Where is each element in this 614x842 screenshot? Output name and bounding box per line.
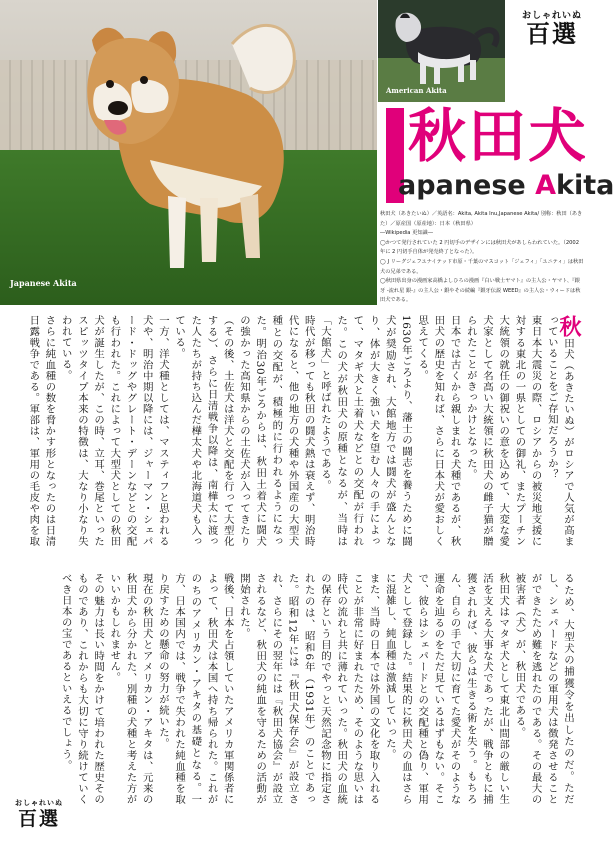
akita-photo	[0, 0, 377, 305]
article-paragraph: 一方、洋犬種としては、マスティフと思われる犬や、明治中期以降には、ジャーマン・シェパード・ドッグやグレート・デーンなどとの交配も行われた。これによって大型犬としての秋田犬が誕生したが、この時、立耳、巻尾といったスピッツタイプ本来の特徴は、大なり小なり失われている。	[59, 315, 169, 547]
logo-big-text: 百選	[526, 20, 578, 48]
page-title-en	[388, 170, 614, 201]
article-paragraph: 戦後、日本を占領していたアメリカ軍関係者によって、秋田犬は本国へ持ち帰られた。これがのちのアメリカン・アキタの基礎となる。一方、日本国内では、戦争で失われた純血種を取り戻すための懸命の努力が続いた。	[156, 573, 234, 805]
page-title-jp: 秋田犬	[408, 102, 589, 170]
logo-small-text: おしゃれいぬ	[521, 11, 582, 21]
inset-caption: American Akita	[386, 86, 447, 95]
logo-small-text: おしゃれいぬ	[15, 799, 63, 807]
article-paragraph: 現在の秋田犬とアメリカン・アキタは、元来の秋田犬から分かれた、別種の犬種と考えた方がいいかもしれません。	[108, 573, 153, 805]
title-en-rest: kita	[556, 170, 614, 201]
brand-logo-bottom	[8, 798, 70, 830]
note-line: 秋田犬（あきたいぬ）／英語名：Akita, Akita Inu,Japanese Akita/ 別称：秋田（あきた）／原産国（原産地）：日本（秋田県）	[380, 211, 583, 227]
brand-logo-top	[516, 8, 588, 47]
title-en-j: J	[388, 170, 399, 201]
article-paragraph: その魅力は長い時間をかけて培われた歴史そのものであり、これからも大切に守り続けていくべき日本の宝であるといえるでしょう。	[59, 573, 105, 805]
akita-dog-illustration	[0, 0, 377, 305]
paragraph-text: 田犬（あきたいぬ）がロシアで人気が高まっていることをご存知だろうか？	[545, 315, 574, 547]
american-akita-photo	[378, 0, 505, 102]
article-paragraph: さらに純血種の数を脅かす形となったのは日清日露戦争である。軍部は、軍用の毛皮や肉を取るため、大型犬の捕獲令を出したのだ。ただし、シェパードなどの軍用犬は徴発させることができたため難を逃れたのである。その最大の被害者（犬）が、秋田犬である。	[27, 315, 574, 805]
note-line: ―Wikipedia 更知識―	[380, 230, 433, 237]
logo-big-text: 百選	[17, 808, 60, 830]
title-en-mid: apanese	[398, 170, 536, 201]
title-en-a: A	[535, 170, 557, 201]
note-line: ◯かつて発行されていた 2 円切手のデザインには秋田犬があしらわれていた。（2002 年に 2 円切手自体が発売終了となった）。	[380, 239, 580, 256]
drop-cap: 秋	[556, 315, 581, 338]
article-paragraph	[544, 315, 581, 547]
breed-notes	[380, 210, 585, 306]
photo-caption: Japanese Akita	[10, 278, 77, 288]
article-paragraph: 時代が移っても秋田の闘犬熱は衰えず、明治時代になると、他の地方の犬種や外国産の大型犬種との交配が、積極的に行われるようになった。明治30年ごろからは、秋田土着犬に闘犬の強かった高知県からの土佐犬が入ってきたり（その後、土佐犬は洋犬と交配を行って大型化する）、さらに日清戦争以降は、南樺太に渡った人たちが持ち込んだ樺太犬や北海道犬も入っている。	[173, 315, 315, 547]
article-body	[22, 315, 581, 805]
note-line: ◯ J リーグジェフユナイテッド市原・千葉のマスコット「ジェフィ」「ユニティ」は秋田犬の兄弟である。	[380, 258, 584, 275]
article-paragraph: 1630年ごろより、藩士の闘志を養うために闘犬が奨励され、大館地方では闘犬が盛んとなり、体が大きく強い犬を望む人々の手によって、マタギ犬と土着犬などとの交配が行われた。この犬が秋田犬の原種となるが、当時は「大館犬」と呼ばれたようである。	[318, 315, 412, 547]
article-paragraph: 東日本大震災の際、ロシアからの被災地支援に対する東北の一県としての御礼、またプーチン大統領の就任の御祝いの意を込めて、大変な愛犬家として名高い大統領に秋田犬の雌子猫が贈られたことがきっかけとなった。	[464, 315, 542, 547]
article-paragraph: 日本では古くから親しまれる犬種であるが、秋田犬の歴史を知れば、さらに日本犬が愛おしく思えてくる。	[416, 315, 461, 547]
article-paragraph: 秋田犬はマタギ犬として東北山間部の厳しい生活を支える大事な犬であったが、戦争ともに捕獲されれば、彼らは生きる術を失う。もちろん、自らの手で大切に育てた愛犬がそのような運命を辿るのをただ見ているはずもない。そこで、彼らはシェパードとの交配種と偽り、軍用犬として登録した。結果的に秋田犬の血はさらに混雑し、純血種は激減していった。	[383, 573, 510, 805]
note-line: ◯秋田県出身の漫画家高橋よしひろの漫画『白い戦士ヤマト』の主人公・ヤマト、『銀牙 -流れ星 銀-』の主人公・銀やその続編『銀牙伝説 WEED』の主人公・ウィードは秋田犬である。	[380, 278, 581, 304]
article-paragraph: また、当時の日本では外国の文化を取り入れることが非常に好まれたため、そのような思いは時代の流れと共に薄れていった。秋田犬の血統の保存という目的でやっと天然記念物に指定されたのは、昭和6年（1931年）のことであった。昭和12年には『秋田犬保存会』が設立され、さらにその翌年には『秋田犬協会』が設立されるなど、秋田犬の純血を守るための活動が開始された。	[237, 573, 380, 805]
